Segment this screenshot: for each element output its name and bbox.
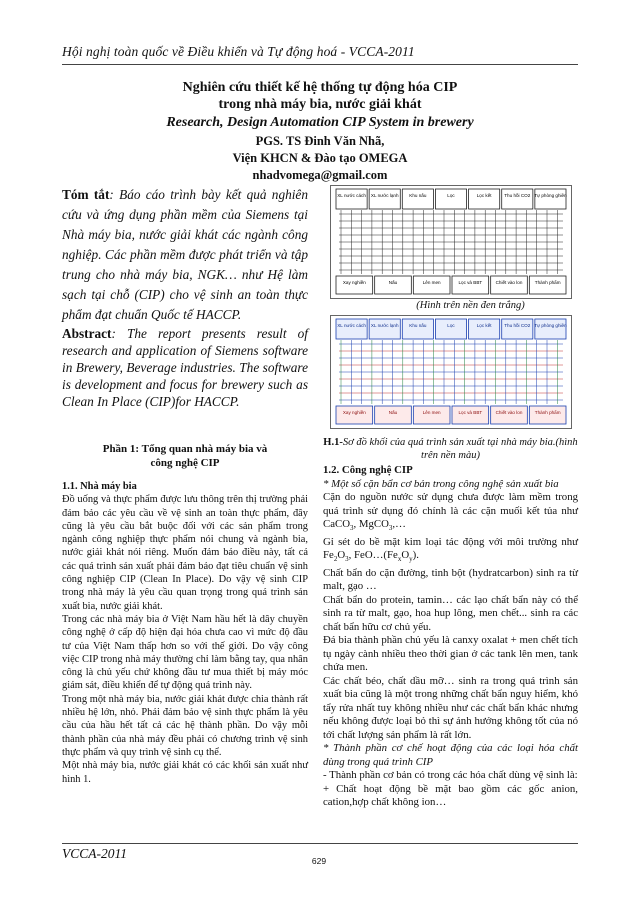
abstract-en-label: Abstract	[62, 326, 112, 341]
diagram-box-label: Tự phòng ghiên	[534, 193, 567, 198]
section1-title-line1: Phần 1: Tổng quan nhà máy bia và	[102, 443, 268, 455]
abstract-vi	[62, 185, 308, 325]
diagram-box-label: XL nước lạnh	[370, 323, 399, 328]
diagram-box-bottom	[413, 406, 450, 424]
left-column	[62, 185, 308, 786]
diagram-box-top	[402, 189, 433, 209]
paragraph-2: Trong các nhà máy bia ở Việt Nam hầu hết là dây chuyền công nghệ ở cấp độ hiện đại hóa chưa cao vì mức độ đầu tư của Việt Nam thấp hơn so với thế giới. Do vậy công việc CIP trong nhà máy thường chỉ làm bằng tay, qua nhân công là chủ yếu chứ không đầu tư mua thiết bị máy móc giám sát, điều khiển để tự động quá trình này.	[62, 613, 308, 692]
residue-beerstone: Đá bia thành phần chủ yếu là canxy oxalat + men chết tích tụ ngày cành nhiều theo thời gian ở các tank lên men, tank chứa men.	[323, 634, 578, 674]
diagram-box-label: Tự phòng ghiên	[534, 323, 567, 328]
author-email: nhadvomega@gmail.com	[252, 168, 388, 182]
figure-block-diagram-bw	[330, 185, 572, 299]
figure-block-diagram-color	[330, 315, 572, 429]
diagram-box-top	[469, 189, 500, 209]
chemicals-intro: - Thành phần cơ bản có trong các hóa chất dùng vệ sinh là:	[323, 769, 578, 782]
paragraph-4: Một nhà máy bia, nước giải khát có các khối sản xuất như hình 1.	[62, 760, 308, 785]
diagram-box-label: Chiết vào lon	[495, 410, 523, 415]
residue-protein: Chất bẩn do protein, tamin… các lạo chất bẩn này có thể sinh ra từ malt, gạo, hoa hup lông, men chết... sinh ra các chất bẩn hữu cơ chủ yếu.	[323, 593, 578, 633]
diagram-box-bottom	[491, 406, 528, 424]
affiliation: Viện KHCN & Đào tạo OMEGA	[232, 151, 408, 165]
diagram-box-label: Lọc	[447, 323, 455, 328]
diagram-box-bottom	[413, 276, 450, 294]
residue-water-end: ,…	[392, 518, 406, 530]
diagram-box-top	[502, 189, 533, 209]
running-header: Hội nghị toàn quốc về Điều khiển và Tự động hoá - VCCA-2011	[62, 44, 415, 59]
right-column	[323, 185, 578, 810]
abstract-vi-text: : Báo cáo trình bày kết quả nghiên cứu và ứng dụng phần mềm của Siemens tại Nhà máy bia, nước giải khát các ngành công nghiệp. Các phần mềm được phát triển và tập trung cho nhà máy bia, NGK… như Hệ làm sạch tại chỗ (CIP) cho vệ sinh an toàn thực phẩm đạt chuẩn Quốc tế HACCP.	[62, 187, 308, 322]
heading-chemicals: * Thành phần cơ chế hoạt động của các loại hóa chất dùng trong quá trình CIP	[323, 742, 578, 768]
residue-sugar: Chất bẩn do cặn đường, tinh bột (hydratcarbon) sinh ra từ malt, gạo …	[323, 566, 578, 593]
diagram-box-label: Khu nấu	[409, 323, 427, 328]
residue-water-text: Cặn do nguồn nước sử dụng chưa được làm mềm trong quá trình sử dụng đó chính là các cặn muối kết tủa như CaCO	[323, 491, 578, 530]
heading-residues: * Một số cặn bẩn cơ bản trong công nghệ sản xuất bia	[323, 477, 559, 490]
diagram-box-bottom	[336, 276, 373, 294]
diagram-box-label: Lên men	[422, 280, 441, 285]
diagram-box-bottom	[375, 406, 412, 424]
diagram-box-top	[336, 319, 367, 339]
diagram-box-label: Thành phẩm	[534, 280, 561, 285]
subsection-1-2: 1.2. Công nghệ CIP	[323, 464, 413, 476]
diagram-box-label: XL nước cách	[337, 193, 366, 198]
diagram-box-top	[336, 189, 367, 209]
abstract-en-text: : The report presents result of research and application of Siemens software in Brewery, Beverage industries. The software is development and focus for brewery such as Clean In Place (CIP)for HACCP.	[62, 326, 308, 409]
author: PGS. TS Đinh Văn Nhã,	[255, 134, 385, 148]
diagram-box-label: Lọc kết	[476, 323, 492, 328]
residue-rust-o: O	[337, 549, 346, 562]
diagram-box-bottom	[491, 276, 528, 294]
residue-rust-tail: , FeO…(Fe	[348, 549, 398, 562]
diagram-box-label: Lên men	[422, 410, 441, 415]
residue-rust: Gỉ sét do bề mặt kim loại tác động với môi trường như $Fe_2O_3$, $FeO\dots(Fe_xO_y)$.	[323, 535, 578, 564]
figure-caption-bw: (Hình trên nền đen trắng)	[416, 300, 525, 311]
residue-rust-text: Gỉ sét do bề mặt kim loại tác động với môi trường như Fe	[323, 535, 578, 562]
diagram-box-bottom	[529, 276, 566, 294]
residue-fat: Các chất béo, chất dầu mỡ… sinh ra trong quá trình sản xuất bia cũng là một trong những chất bẩn nguy hiểm, khó tẩy rửa nhất tuy không nhiều như các chất bẩn khác nhưng nếu không được loại bỏ thì sự ảnh hưởng không tốt của nó tới chất lượng sản phẩm là rất lớn.	[323, 674, 578, 741]
diagram-box-label: Thu hồi CO2	[504, 193, 531, 198]
diagram-box-label: Nấu	[388, 410, 398, 415]
residue-water-tail: , MgCO	[353, 518, 389, 530]
diagram-box-label: Khu nấu	[409, 193, 427, 198]
diagram-box-label: Chiết vào lon	[495, 280, 523, 285]
diagram-box-label: Lọc và BBT	[458, 280, 483, 285]
paragraph-3: Trong một nhà máy bia, nước giải khát được chia thành rất nhiều hệ lớn, nhỏ. Phải đảm bảo vệ sinh thực phẩm là yêu cầu của hầu hết tất cả các hệ thành phần. Do vậy mỗi thành phần của nhà máy đều phải có chương trình vệ sinh thực phẩm và quy trình vệ sinh cụ thể.	[62, 693, 308, 758]
diagram-box-label: XL nước lạnh	[370, 193, 399, 198]
diagram-box-top	[469, 319, 500, 339]
diagram-box-top	[402, 319, 433, 339]
residue-rust-x: x	[397, 555, 402, 564]
diagram-box-top	[435, 319, 466, 339]
page-number: 629	[311, 856, 327, 866]
diagram-box-top	[502, 319, 533, 339]
diagram-box-label: Lọc kết	[476, 193, 492, 198]
residue-rust-y: y	[409, 555, 413, 564]
residue-rust-end: ).	[412, 549, 419, 562]
running-footer: VCCA-2011	[62, 846, 127, 861]
diagram-box-top	[535, 319, 566, 339]
figure-caption	[323, 437, 578, 462]
diagram-box-label: Nấu	[388, 280, 398, 285]
diagram-box-label: Thu hồi CO2	[504, 323, 531, 328]
diagram-box-bottom	[452, 276, 489, 294]
block-diagram-bw-svg	[331, 186, 571, 298]
title-vi-line1: Nghiên cứu thiết kế hệ thống tự động hóa CIP	[182, 80, 458, 95]
block-diagram-color-svg	[331, 316, 571, 428]
diagram-box-top	[369, 189, 400, 209]
diagram-box-label: Lọc	[447, 193, 455, 198]
diagram-box-bottom	[529, 406, 566, 424]
diagram-box-label: Xay nghiền	[342, 410, 366, 415]
residue-rust-o2: O	[401, 549, 410, 562]
diagram-box-bottom	[336, 406, 373, 424]
title-en: Research, Design Automation CIP System in brewery	[166, 115, 474, 130]
figure-caption-label: H.1-	[323, 437, 343, 448]
residue-water: Cặn do nguồn nước sử dụng chưa được làm mềm trong quá trình sử dụng đó chính là các cặn muối kết tủa như CaCO$_3$, MgCO$_3$,…	[323, 491, 578, 533]
diagram-box-top	[435, 189, 466, 209]
figure-caption-text: Sơ đồ khối của quá trình sản xuất tại nhà máy bia.(hình trên nền màu)	[342, 437, 578, 461]
diagram-box-bottom	[375, 276, 412, 294]
diagram-box-top	[535, 189, 566, 209]
diagram-box-label: XL nước cách	[337, 323, 366, 328]
abstract-en	[62, 325, 308, 410]
subsection-1-1: 1.1. Nhà máy bia	[62, 481, 137, 492]
diagram-box-label: Thành phẩm	[534, 410, 561, 415]
paragraph-1: Đồ uống và thực phẩm được lưu thông trên thị trường phải đảm bảo các yêu cầu về vệ sinh an toàn thực phẩm, đây cũng là yêu cầu bắt buộc đối với các sản phẩm trong ngành công nghiệp thực phẩm nói chung và ngành bia, nước giải khát nói riêng. Muốn đảm bảo điều này, tất cả các quá trình sản xuất phải đảm bảo đạt tiêu chuẩn vệ sinh công nghiệp CIP (Clean In Place). Do vậy vệ sinh CIP trong nhà máy là yêu cầu quan trọng trong quá trình sản xuất bia, nước giải khát.	[62, 494, 308, 612]
diagram-box-bottom	[452, 406, 489, 424]
footer-rule	[62, 843, 578, 844]
title-vi-line2: trong nhà máy bia, nước giải khát	[218, 97, 422, 112]
chemicals-surfactant: + Chất hoạt động bề mặt bao gồm các gốc anion, cation,hợp chất không ion…	[323, 782, 578, 809]
abstract-vi-label: Tóm tắt	[62, 187, 110, 202]
diagram-box-label: Xay nghiền	[342, 280, 366, 285]
diagram-box-top	[369, 319, 400, 339]
section1-title	[62, 442, 308, 470]
header-rule	[62, 64, 578, 65]
section1-title-line2: công nghệ CIP	[150, 457, 220, 469]
diagram-box-label: Lọc và BBT	[458, 410, 483, 415]
